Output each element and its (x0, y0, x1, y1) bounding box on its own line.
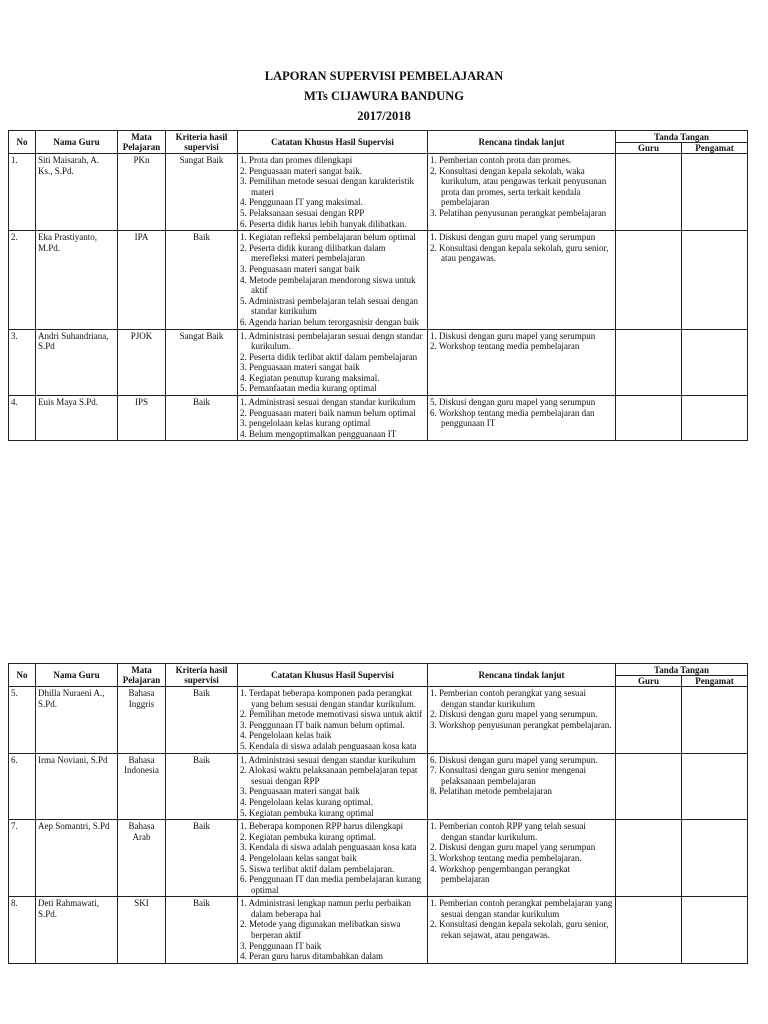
col-catatan: Catatan Khusus Hasil Supervisi (238, 664, 428, 687)
table-header (9, 131, 748, 154)
criteria: Baik (166, 231, 238, 329)
supervision-notes (238, 154, 428, 231)
col-mata-pelajaran: Mata Pelajaran (118, 664, 166, 687)
list-item: 1. Pemberian contoh RPP yang telah sesuai dengan standar kurikulum. (430, 821, 586, 842)
row-number: 4. (9, 396, 36, 441)
row-number: 1. (9, 154, 36, 231)
notes-list (240, 688, 425, 752)
list-item: 6. Agenda harian belum terorgasnisir dengan baik (240, 316, 420, 327)
list-item: 2. Pemilihan metode memotivasi siswa untuk aktif (240, 709, 423, 720)
plan-list (430, 397, 613, 429)
table-row (9, 897, 748, 964)
list-item: 5. Pelaksanaan sesuai dengan RPP (240, 207, 365, 218)
list-item: 1. Pemberian contoh perangkat yang sesuai dengan standar kurikulum (430, 688, 586, 709)
criteria: Baik (166, 897, 238, 964)
list-item: 4. Metode pembelajaran mendorong siswa untuk aktif (240, 274, 416, 296)
col-tanda-tangan: Tanda Tangan (616, 131, 748, 143)
report-title: LAPORAN SUPERVISI PEMBELAJARAN (264, 69, 504, 83)
list-item: 5. Kegiatan pembuka kurang optimal (240, 807, 374, 818)
plan-list (430, 821, 613, 885)
col-rencana: Rencana tindak lanjut (428, 664, 616, 687)
list-item: 5. Pemanfaatan media kurang optimal (240, 383, 377, 394)
list-item: 5. Administrasi pembelajaran telah sesuai dengan standar kurikulum (240, 295, 418, 317)
col-kriteria: Kriteria hasil supervisi (166, 131, 238, 154)
list-item: 3. Pelatihan penyusunan perangkat pembelajaran (430, 207, 607, 218)
list-item: 1. Kegiatan refleksi pembelajaran belum optimal (240, 232, 416, 243)
criteria: Sangat Baik (166, 329, 238, 396)
signature-pengamat-cell (682, 820, 748, 897)
list-item: 3. Penguasaan materi sangat baik (240, 786, 360, 797)
col-pengamat: Pengamat (682, 676, 748, 687)
row-number: 6. (9, 753, 36, 820)
col-nama-guru: Nama Guru (36, 664, 118, 687)
teacher-name: Dhilla Nuraeni A., S.Pd. (36, 687, 118, 754)
teacher-name: Andri Suhandriana, S.Pd (36, 329, 118, 396)
plan-list (430, 331, 613, 352)
list-item: 2. Metode yang digunakan melibatkan siswa berperan aktif (240, 919, 401, 941)
signature-pengamat-cell (682, 329, 748, 396)
signature-pengamat-cell (682, 231, 748, 329)
subject: Bahasa Arab (118, 820, 166, 897)
list-item: 2. Peserta didik kurang dilibatkan dalam merefleksi materi pembelajaran (240, 242, 386, 264)
list-item: 6. Workshop tentang media pembelajaran dan penggunaan IT (430, 407, 595, 429)
list-item: 2. Konsultasi dengan kepala sekolah, waka kurikulum, atau pengawas terkait penyusunan prota dan promes, serta terkait kendala pembelajaran (430, 165, 607, 208)
follow-up-plan (428, 687, 616, 754)
row-number: 8. (9, 897, 36, 964)
signature-pengamat-cell (682, 753, 748, 820)
list-item: 5. Diskusi dengan guru mapel yang serumpun (430, 397, 596, 408)
follow-up-plan (428, 231, 616, 329)
col-pengamat: Pengamat (682, 143, 748, 154)
criteria: Baik (166, 396, 238, 441)
supervision-notes (238, 231, 428, 329)
teacher-name: Deti Rahmawati, S.Pd. (36, 897, 118, 964)
list-item: 2. Konsultasi dengan kepala sekolah, guru senior, atau pengawas. (430, 242, 609, 264)
teacher-name: Irma Noviani, S.Pd (36, 753, 118, 820)
signature-guru-cell (616, 820, 682, 897)
criteria: Baik (166, 820, 238, 897)
row-number: 7. (9, 820, 36, 897)
col-mata-pelajaran: Mata Pelajaran (118, 131, 166, 154)
notes-list (240, 331, 425, 395)
list-item: 4. Peran guru harus ditambahkan dalam (240, 951, 383, 962)
list-item: 3. Penguasaan materi sangat baik (240, 362, 360, 373)
table-row (9, 396, 748, 441)
signature-pengamat-cell (682, 687, 748, 754)
list-item: 2. Diskusi dengan guru mapel yang serumpun. (430, 709, 598, 720)
list-item: 6. Penggunaan IT dan media pembelajaran kurang optimal (240, 874, 422, 895)
signature-guru-cell (616, 154, 682, 231)
list-item: 4. Pengelolaan kelas baik (240, 730, 332, 741)
follow-up-plan (428, 154, 616, 231)
table-header (9, 664, 748, 687)
table-row (9, 231, 748, 329)
list-item: 2. Alokasi waktu pelaksanaan pembelajaran tepat sesuai dengan RPP (240, 765, 418, 786)
supervision-notes (238, 820, 428, 897)
list-item: 1. Administrasi sesuai dengan standar kurikulum (240, 397, 416, 408)
plan-list (430, 755, 613, 797)
signature-pengamat-cell (682, 897, 748, 964)
notes-list (240, 155, 425, 229)
list-item: 2. Workshop tentang media pembelajaran (430, 341, 580, 352)
list-item: 1. Diskusi dengan guru mapel yang serumpun (430, 330, 596, 341)
plan-list (430, 898, 613, 940)
follow-up-plan (428, 897, 616, 964)
list-item: 1. Pemberian contoh perangkat pembelajaran yang sesuai dengan standar kurikulum (430, 898, 613, 919)
list-item: 1. Prota dan promes dilengkapi (240, 155, 353, 165)
signature-guru-cell (616, 329, 682, 396)
subject: Bahasa Inggris (118, 687, 166, 754)
supervision-notes (238, 687, 428, 754)
plan-list (430, 232, 613, 264)
list-item: 3. Penggunaan IT baik (240, 940, 322, 951)
col-guru: Guru (616, 676, 682, 687)
plan-list (430, 688, 613, 730)
follow-up-plan (428, 753, 616, 820)
list-item: 2. Diskusi dengan guru mapel yang serumpun (430, 842, 596, 853)
supervision-notes (238, 753, 428, 820)
subject: PJOK (118, 329, 166, 396)
signature-pengamat-cell (682, 154, 748, 231)
list-item: 3. Penggunaan IT baik namun belum optimal. (240, 719, 405, 730)
list-item: 4. Penggunaan IT yang maksimal. (240, 197, 363, 208)
list-item: 1. Beberapa komponen RPP harus dilengkapi (240, 821, 404, 832)
notes-list (240, 821, 425, 895)
criteria: Sangat Baik (166, 154, 238, 231)
table-body (9, 154, 748, 441)
criteria: Baik (166, 687, 238, 754)
table-body (9, 687, 748, 964)
col-no: No (9, 131, 36, 154)
list-item: 2. Penguasaan materi baik namun belum optimal (240, 407, 416, 418)
subject: PKn (118, 154, 166, 231)
list-item: 4. Kegiatan penutup kurang maksimal. (240, 372, 380, 383)
list-item: 1. Administrasi pembelajaran sesuai dengn standar kurikulum. (240, 330, 423, 352)
list-item: 2. Penguasaan materi sangat baik. (240, 165, 362, 176)
subject: IPS (118, 396, 166, 441)
notes-list (240, 898, 425, 962)
list-item: 5. Siswa terlibat aktif dalam pembelajaran. (240, 863, 395, 874)
report-header (0, 66, 768, 126)
col-kriteria: Kriteria hasil supervisi (166, 664, 238, 687)
signature-guru-cell (616, 753, 682, 820)
signature-guru-cell (616, 897, 682, 964)
signature-guru-cell (616, 396, 682, 441)
supervision-table-1 (8, 130, 748, 441)
list-item: 3. Workshop tentang media pembelajaran. (430, 852, 582, 863)
table-row (9, 820, 748, 897)
row-number: 5. (9, 687, 36, 754)
plan-list (430, 155, 613, 219)
list-item: 6. Peserta didik harus lebih banyak dilibatkan. (240, 218, 407, 229)
list-item: 4. Belum mengoptimalkan pengguanaan IT (240, 428, 397, 439)
row-number: 2. (9, 231, 36, 329)
signature-pengamat-cell (682, 396, 748, 441)
list-item: 2. Peserta didik terlibat aktif dalam pembelajaran (240, 351, 418, 362)
signature-guru-cell (616, 687, 682, 754)
col-tanda-tangan: Tanda Tangan (616, 664, 748, 676)
criteria: Baik (166, 753, 238, 820)
supervision-notes (238, 897, 428, 964)
teacher-name: Eka Prastiyanto, M.Pd. (36, 231, 118, 329)
list-item: 7. Konsultasi dengan guru senior mengenai pelaksanaan pembelajaran (430, 765, 586, 786)
list-item: 2. Kegiatan pembuka kurang optimal. (240, 831, 376, 842)
list-item: 1. Pemberian contoh prota dan promes. (430, 155, 572, 165)
list-item: 1. Terdapat beberapa komponen pada perangkat yang belum sesuai dengan standar kurikulum. (240, 688, 416, 709)
col-rencana: Rencana tindak lanjut (428, 131, 616, 154)
signature-guru-cell (616, 231, 682, 329)
subject: SKI (118, 897, 166, 964)
notes-list (240, 755, 425, 819)
list-item: 8. Pelatihan metode pembelajaran (430, 786, 552, 797)
list-item: 3. Workshop penyusunan perangkat pembelajaran. (430, 719, 612, 730)
supervision-notes (238, 396, 428, 441)
supervision-notes (238, 329, 428, 396)
table-row (9, 154, 748, 231)
subject: Bahasa Indonesia (118, 753, 166, 820)
follow-up-plan (428, 820, 616, 897)
row-number: 3. (9, 329, 36, 396)
list-item: 6. Diskusi dengan guru mapel yang serumpun. (430, 754, 598, 765)
list-item: 1. Administrasi sesuai dengan standar kurikulum (240, 754, 416, 765)
list-item: 2. Konsultasi dengan kepala sekolah, guru senior, rekan sejawat, atau pengawas. (430, 919, 609, 941)
col-nama-guru: Nama Guru (36, 131, 118, 154)
col-guru: Guru (616, 143, 682, 154)
list-item: 3. Pemilihan metode sesuai dengan karakteristik materi (240, 176, 414, 197)
subject: IPA (118, 231, 166, 329)
academic-year: 2017/2018 (357, 109, 411, 123)
list-item: 3. Penguasaan materi sangat baik (240, 263, 360, 274)
school-name: MTs CIJAWURA BANDUNG (304, 89, 464, 103)
notes-list (240, 232, 425, 327)
list-item: 3. Kendala di siswa adalah penguasaan kosa kata (240, 842, 417, 853)
list-item: 4. Workshop pengembangan perangkat pembelajaran (430, 863, 571, 885)
notes-list (240, 397, 425, 439)
col-catatan: Catatan Khusus Hasil Supervisi (238, 131, 428, 154)
table-row (9, 329, 748, 396)
follow-up-plan (428, 329, 616, 396)
teacher-name: Siti Maisarah, A. Ks., S.Pd. (36, 154, 118, 231)
teacher-name: Euis Maya S.Pd. (36, 396, 118, 441)
list-item: 1. Administrasi lengkap namun perlu perbaikan dalam beberapa hal (240, 898, 411, 919)
col-no: No (9, 664, 36, 687)
teacher-name: Aep Somantri, S.Pd (36, 820, 118, 897)
follow-up-plan (428, 396, 616, 441)
list-item: 5. Kendala di siswa adalah penguasaan kosa kata (240, 740, 417, 751)
table-row (9, 687, 748, 754)
list-item: 1. Diskusi dengan guru mapel yang serumpun (430, 232, 596, 243)
table-row (9, 753, 748, 820)
list-item: 4. Pengelolaan kelas kurang optimal. (240, 796, 373, 807)
list-item: 3. pengelolaan kelas kurang optimal (240, 418, 371, 429)
supervision-table-2 (8, 663, 748, 964)
list-item: 4. Pengelolaan kelas sangat baik (240, 852, 357, 863)
